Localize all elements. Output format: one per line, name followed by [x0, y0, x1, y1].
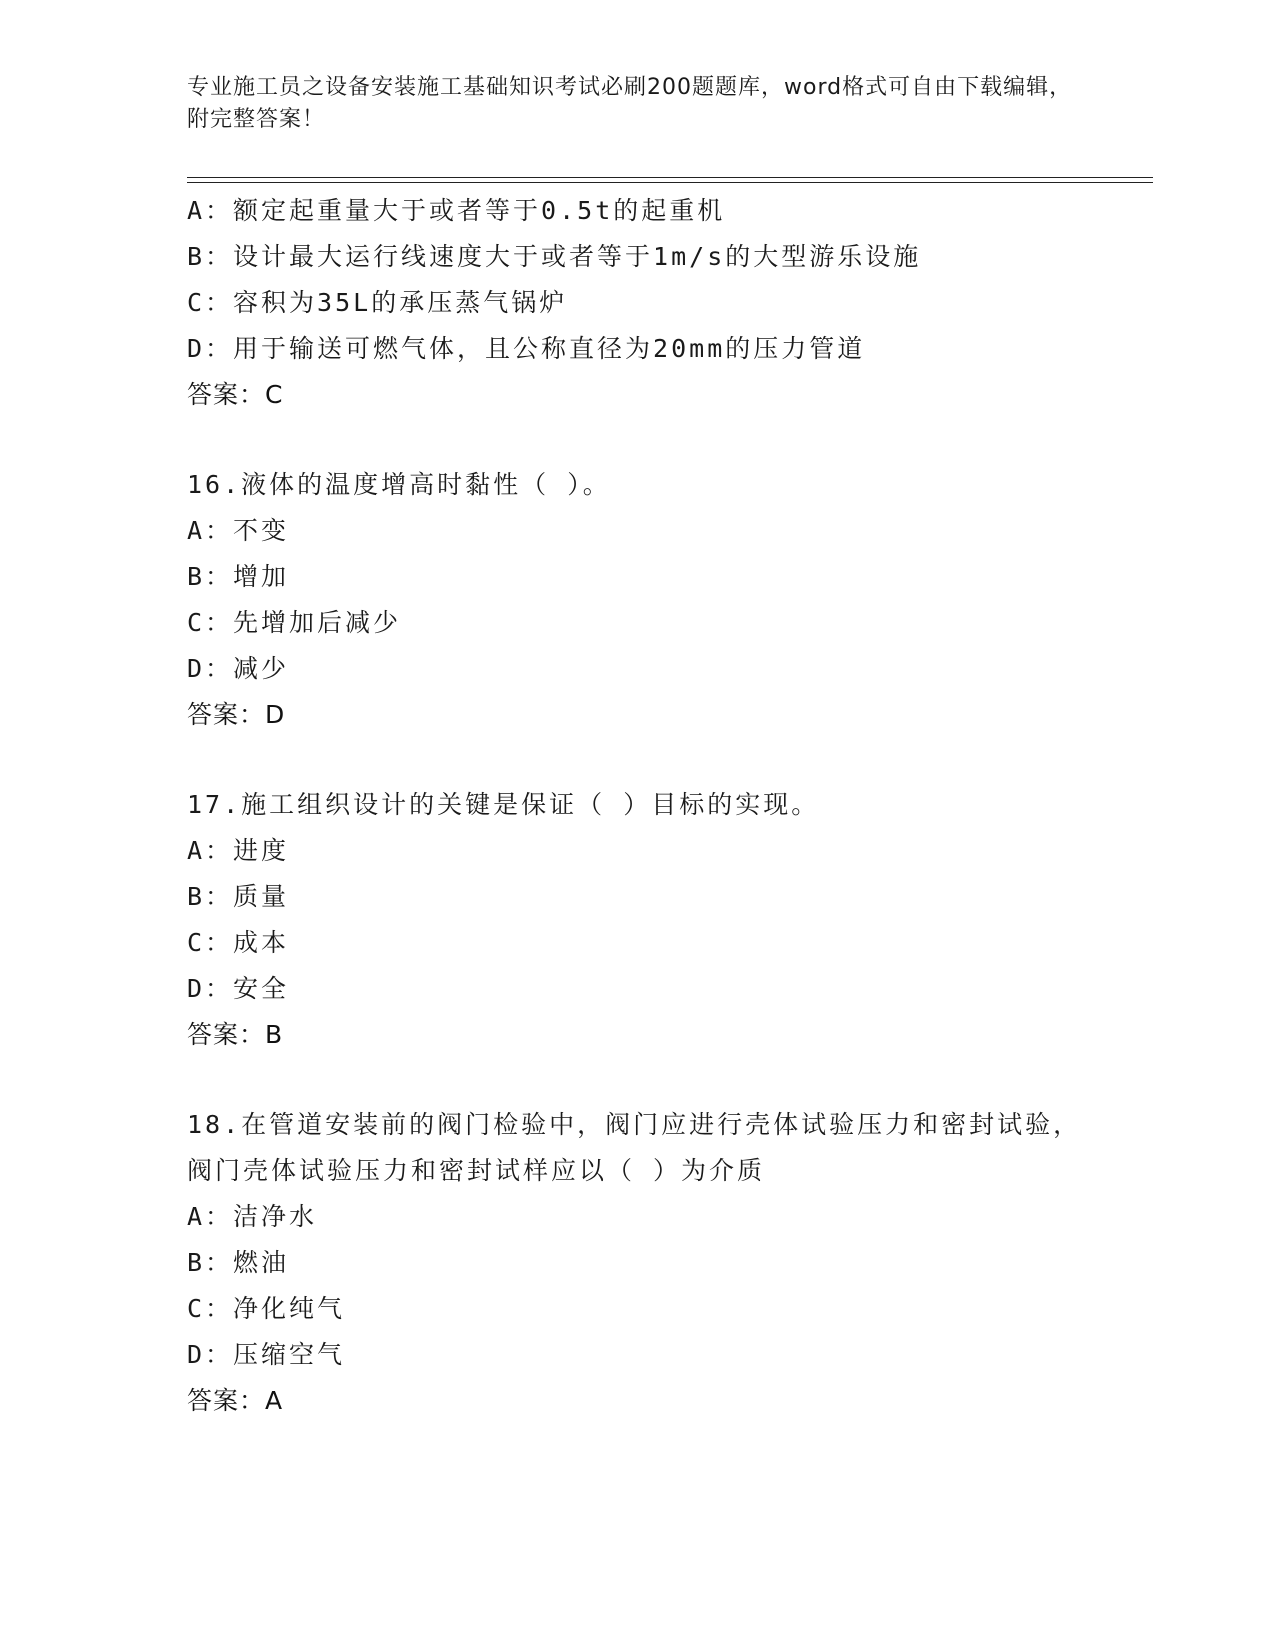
- option-c: C：净化纯气: [187, 1294, 346, 1323]
- question-15: [187, 188, 1087, 418]
- option-b: B：设计最大运行线速度大于或者等于1m/s的大型游乐设施: [187, 242, 922, 271]
- option-b: B：增加: [187, 562, 290, 591]
- answer: 答案：C: [187, 380, 284, 409]
- option-b: B：燃油: [187, 1248, 290, 1277]
- option-c: C：成本: [187, 928, 290, 957]
- option-c: C：容积为35L的承压蒸气锅炉: [187, 288, 568, 317]
- answer: 答案：D: [187, 700, 286, 729]
- option-a: A：洁净水: [187, 1202, 318, 1231]
- answer: 答案：B: [187, 1020, 284, 1049]
- question-text: 18.在管道安装前的阀门检验中，阀门应进行壳体试验压力和密封试验，阀门壳体试验压力和密封试样应以（ ）为介质: [187, 1110, 1082, 1185]
- header-rule-bottom: [187, 182, 1153, 183]
- option-a: A：进度: [187, 836, 290, 865]
- spacer: [187, 1058, 1087, 1102]
- document-title: 专业施工员之设备安装施工基础知识考试必刷200题题库，word格式可自由下载编辑，附完整答案！: [187, 75, 1073, 132]
- option-d: D：用于输送可燃气体，且公称直径为20mm的压力管道: [187, 334, 866, 363]
- question-16: [187, 462, 1087, 738]
- spacer: [187, 738, 1087, 782]
- question-18: [187, 1102, 1087, 1424]
- header-rule-top: [187, 177, 1153, 178]
- option-a: A：额定起重量大于或者等于0.5t的起重机: [187, 196, 726, 225]
- option-a: A：不变: [187, 516, 290, 545]
- question-text: 17.施工组织设计的关键是保证（ ）目标的实现。: [187, 790, 820, 819]
- option-d: D：减少: [187, 654, 290, 683]
- question-list: [187, 188, 1087, 1424]
- option-d: D：压缩空气: [187, 1340, 346, 1369]
- question-17: [187, 782, 1087, 1058]
- option-c: C：先增加后减少: [187, 608, 402, 637]
- answer: 答案：A: [187, 1386, 284, 1415]
- option-b: B：质量: [187, 882, 290, 911]
- option-d: D：安全: [187, 974, 290, 1003]
- question-text: 16.液体的温度增高时黏性（ ）。: [187, 470, 611, 499]
- spacer: [187, 418, 1087, 462]
